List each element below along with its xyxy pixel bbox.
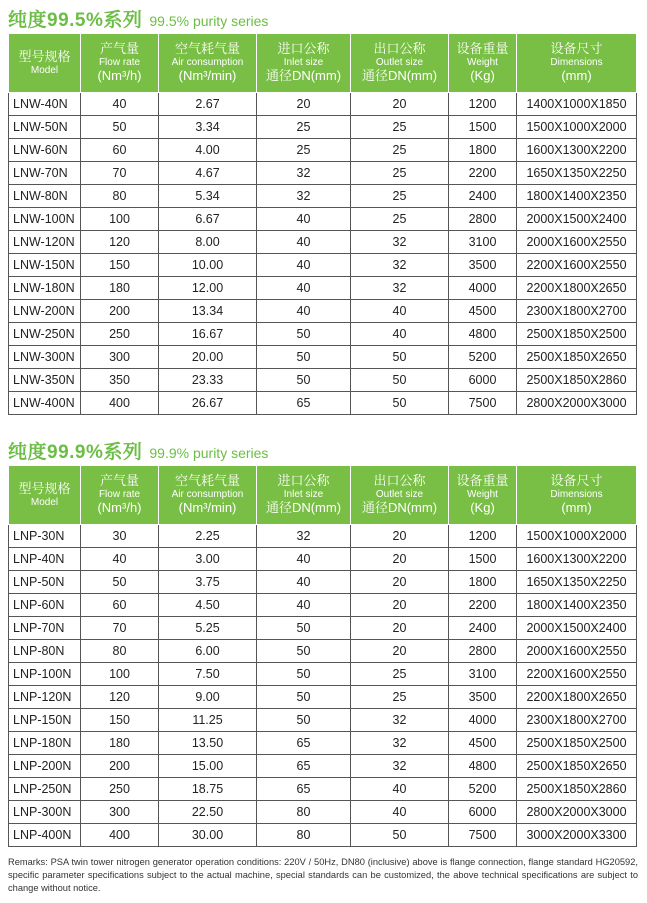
flow-rate-cell: 120 — [81, 231, 159, 254]
outlet-size-cell: 20 — [351, 571, 449, 594]
col-weight-header: 设备重量 Weight (Kg) — [449, 466, 517, 525]
flow-rate-cell: 80 — [81, 185, 159, 208]
outlet-size-cell: 25 — [351, 185, 449, 208]
flow-rate-cell: 350 — [81, 369, 159, 392]
weight-cell: 7500 — [449, 392, 517, 415]
inlet-size-cell: 32 — [257, 525, 351, 548]
air-consumption-cell: 23.33 — [159, 369, 257, 392]
air-consumption-cell: 8.00 — [159, 231, 257, 254]
table-row — [9, 254, 637, 277]
spec-table-99-9 — [8, 465, 637, 847]
col-weight-header: 设备重量 Weight (Kg) — [449, 34, 517, 93]
weight-cell: 7500 — [449, 824, 517, 847]
inlet-size-cell: 50 — [257, 663, 351, 686]
weight-cell: 2200 — [449, 594, 517, 617]
air-consumption-cell: 30.00 — [159, 824, 257, 847]
model-cell: LNP-150N — [9, 709, 81, 732]
table-row — [9, 369, 637, 392]
flow-rate-cell: 150 — [81, 254, 159, 277]
air-consumption-cell: 3.00 — [159, 548, 257, 571]
weight-cell: 2800 — [449, 640, 517, 663]
model-cell: LNW-70N — [9, 162, 81, 185]
weight-cell: 1500 — [449, 116, 517, 139]
inlet-size-cell: 80 — [257, 801, 351, 824]
air-consumption-cell: 2.67 — [159, 93, 257, 116]
outlet-size-cell: 20 — [351, 617, 449, 640]
flow-rate-cell: 250 — [81, 323, 159, 346]
flow-rate-cell: 120 — [81, 686, 159, 709]
flow-rate-cell: 80 — [81, 640, 159, 663]
inlet-size-cell: 50 — [257, 709, 351, 732]
flow-rate-cell: 200 — [81, 300, 159, 323]
table-row — [9, 346, 637, 369]
inlet-size-cell: 40 — [257, 571, 351, 594]
inlet-size-cell: 40 — [257, 300, 351, 323]
inlet-size-cell: 65 — [257, 392, 351, 415]
air-consumption-cell: 13.50 — [159, 732, 257, 755]
dimensions-cell: 1800X1400X2350 — [517, 594, 637, 617]
flow-rate-cell: 180 — [81, 732, 159, 755]
model-cell: LNP-40N — [9, 548, 81, 571]
weight-cell: 5200 — [449, 778, 517, 801]
dimensions-cell: 1600X1300X2200 — [517, 139, 637, 162]
air-consumption-cell: 4.00 — [159, 139, 257, 162]
dimensions-cell: 2500X1850X2500 — [517, 732, 637, 755]
weight-cell: 2400 — [449, 185, 517, 208]
table-row — [9, 801, 637, 824]
outlet-size-cell: 25 — [351, 162, 449, 185]
outlet-size-cell: 40 — [351, 323, 449, 346]
model-cell: LNP-60N — [9, 594, 81, 617]
dimensions-cell: 2300X1800X2700 — [517, 300, 637, 323]
dimensions-cell: 2200X1800X2650 — [517, 277, 637, 300]
air-consumption-cell: 6.00 — [159, 640, 257, 663]
dimensions-cell: 2200X1600X2550 — [517, 254, 637, 277]
table-row — [9, 571, 637, 594]
model-cell: LNP-50N — [9, 571, 81, 594]
weight-cell: 1200 — [449, 525, 517, 548]
dimensions-cell: 1400X1000X1850 — [517, 93, 637, 116]
dimensions-cell: 3000X2000X3300 — [517, 824, 637, 847]
air-consumption-cell: 2.25 — [159, 525, 257, 548]
table-row — [9, 116, 637, 139]
inlet-size-cell: 50 — [257, 346, 351, 369]
weight-cell: 3500 — [449, 686, 517, 709]
weight-cell: 4800 — [449, 323, 517, 346]
model-cell: LNW-60N — [9, 139, 81, 162]
section-1-title-en: 99.5% purity series — [149, 13, 269, 29]
table-row — [9, 162, 637, 185]
remarks-note: Remarks: PSA twin tower nitrogen generator operation conditions: 220V / 50Hz, DN80 (inclusive) above is flange connection, flange standard HG20592, specific parameter specifications subject to the actual machine, special standards can be customized, the above technical specifications are subject to change without notice. — [8, 857, 638, 893]
air-consumption-cell: 6.67 — [159, 208, 257, 231]
dimensions-cell: 2800X2000X3000 — [517, 801, 637, 824]
table-row — [9, 709, 637, 732]
weight-cell: 1200 — [449, 93, 517, 116]
dimensions-cell: 2500X1850X2860 — [517, 369, 637, 392]
outlet-size-cell: 25 — [351, 208, 449, 231]
table-header-row — [9, 466, 637, 525]
table-row — [9, 663, 637, 686]
dimensions-cell: 2800X2000X3000 — [517, 392, 637, 415]
weight-cell: 3100 — [449, 663, 517, 686]
air-consumption-cell: 3.75 — [159, 571, 257, 594]
weight-cell: 4500 — [449, 732, 517, 755]
dimensions-cell: 2000X1600X2550 — [517, 640, 637, 663]
dimensions-cell: 1500X1000X2000 — [517, 525, 637, 548]
flow-rate-cell: 40 — [81, 548, 159, 571]
dimensions-cell: 1500X1000X2000 — [517, 116, 637, 139]
dimensions-cell: 2000X1500X2400 — [517, 617, 637, 640]
model-cell: LNP-200N — [9, 755, 81, 778]
col-model-header: 型号规格 Model — [9, 34, 81, 93]
flow-rate-cell: 70 — [81, 617, 159, 640]
outlet-size-cell: 32 — [351, 755, 449, 778]
air-consumption-cell: 5.25 — [159, 617, 257, 640]
inlet-size-cell: 25 — [257, 116, 351, 139]
dimensions-cell: 1600X1300X2200 — [517, 548, 637, 571]
model-cell: LNP-100N — [9, 663, 81, 686]
model-cell: LNW-180N — [9, 277, 81, 300]
air-consumption-cell: 7.50 — [159, 663, 257, 686]
model-cell: LNW-200N — [9, 300, 81, 323]
weight-cell: 6000 — [449, 369, 517, 392]
weight-cell: 3100 — [449, 231, 517, 254]
model-cell: LNW-300N — [9, 346, 81, 369]
inlet-size-cell: 50 — [257, 617, 351, 640]
outlet-size-cell: 32 — [351, 254, 449, 277]
col-outlet-header: 出口公称 Outlet size 通径DN(mm) — [351, 466, 449, 525]
outlet-size-cell: 32 — [351, 732, 449, 755]
table-row — [9, 640, 637, 663]
flow-rate-cell: 100 — [81, 663, 159, 686]
table-body-99-5 — [9, 93, 637, 415]
air-consumption-cell: 5.34 — [159, 185, 257, 208]
outlet-size-cell: 25 — [351, 139, 449, 162]
model-cell: LNW-120N — [9, 231, 81, 254]
inlet-size-cell: 40 — [257, 208, 351, 231]
flow-rate-cell: 180 — [81, 277, 159, 300]
inlet-size-cell: 50 — [257, 323, 351, 346]
outlet-size-cell: 25 — [351, 686, 449, 709]
outlet-size-cell: 20 — [351, 548, 449, 571]
col-air-header: 空气耗气量 Air consumption (Nm³/min) — [159, 466, 257, 525]
outlet-size-cell: 40 — [351, 300, 449, 323]
outlet-size-cell: 20 — [351, 93, 449, 116]
flow-rate-cell: 100 — [81, 208, 159, 231]
outlet-size-cell: 50 — [351, 369, 449, 392]
outlet-size-cell: 50 — [351, 346, 449, 369]
air-consumption-cell: 26.67 — [159, 392, 257, 415]
dimensions-cell: 2500X1850X2860 — [517, 778, 637, 801]
table-row — [9, 617, 637, 640]
air-consumption-cell: 9.00 — [159, 686, 257, 709]
dimensions-cell: 2500X1850X2650 — [517, 346, 637, 369]
dimensions-cell: 2000X1500X2400 — [517, 208, 637, 231]
dimensions-cell: 2200X1800X2650 — [517, 686, 637, 709]
table-body-99-9 — [9, 525, 637, 847]
weight-cell: 1500 — [449, 548, 517, 571]
outlet-size-cell: 20 — [351, 640, 449, 663]
table-row — [9, 231, 637, 254]
inlet-size-cell: 32 — [257, 162, 351, 185]
dimensions-cell: 2000X1600X2550 — [517, 231, 637, 254]
col-flow-header: 产气量 Flow rate (Nm³/h) — [81, 34, 159, 93]
weight-cell: 1800 — [449, 571, 517, 594]
flow-rate-cell: 70 — [81, 162, 159, 185]
weight-cell: 4000 — [449, 709, 517, 732]
table-row — [9, 139, 637, 162]
flow-rate-cell: 150 — [81, 709, 159, 732]
section-2-title-en: 99.9% purity series — [149, 445, 269, 461]
dimensions-cell: 2300X1800X2700 — [517, 709, 637, 732]
col-dims-header: 设备尺寸 Dimensions (mm) — [517, 34, 637, 93]
table-row — [9, 548, 637, 571]
inlet-size-cell: 25 — [257, 139, 351, 162]
weight-cell: 3500 — [449, 254, 517, 277]
section-2-title-cn: 纯度99.9%系列 — [8, 442, 143, 463]
outlet-size-cell: 32 — [351, 277, 449, 300]
inlet-size-cell: 40 — [257, 231, 351, 254]
table-row — [9, 755, 637, 778]
air-consumption-cell: 12.00 — [159, 277, 257, 300]
outlet-size-cell: 50 — [351, 392, 449, 415]
section-2-title — [8, 437, 268, 461]
flow-rate-cell: 60 — [81, 139, 159, 162]
weight-cell: 4000 — [449, 277, 517, 300]
inlet-size-cell: 50 — [257, 369, 351, 392]
air-consumption-cell: 11.25 — [159, 709, 257, 732]
outlet-size-cell: 25 — [351, 116, 449, 139]
air-consumption-cell: 20.00 — [159, 346, 257, 369]
dimensions-cell: 2200X1600X2550 — [517, 663, 637, 686]
outlet-size-cell: 40 — [351, 778, 449, 801]
col-outlet-header: 出口公称 Outlet size 通径DN(mm) — [351, 34, 449, 93]
model-cell: LNP-120N — [9, 686, 81, 709]
table-row — [9, 525, 637, 548]
inlet-size-cell: 40 — [257, 254, 351, 277]
flow-rate-cell: 300 — [81, 801, 159, 824]
model-cell: LNW-50N — [9, 116, 81, 139]
col-flow-header: 产气量 Flow rate (Nm³/h) — [81, 466, 159, 525]
weight-cell: 6000 — [449, 801, 517, 824]
model-cell: LNW-150N — [9, 254, 81, 277]
inlet-size-cell: 65 — [257, 778, 351, 801]
outlet-size-cell: 20 — [351, 525, 449, 548]
outlet-size-cell: 32 — [351, 231, 449, 254]
table-row — [9, 185, 637, 208]
air-consumption-cell: 18.75 — [159, 778, 257, 801]
flow-rate-cell: 300 — [81, 346, 159, 369]
flow-rate-cell: 30 — [81, 525, 159, 548]
model-cell: LNW-250N — [9, 323, 81, 346]
air-consumption-cell: 4.67 — [159, 162, 257, 185]
table-row — [9, 93, 637, 116]
flow-rate-cell: 250 — [81, 778, 159, 801]
air-consumption-cell: 3.34 — [159, 116, 257, 139]
outlet-size-cell: 50 — [351, 824, 449, 847]
outlet-size-cell: 32 — [351, 709, 449, 732]
weight-cell: 2400 — [449, 617, 517, 640]
air-consumption-cell: 13.34 — [159, 300, 257, 323]
model-cell: LNW-350N — [9, 369, 81, 392]
col-model-header: 型号规格 Model — [9, 466, 81, 525]
weight-cell: 1800 — [449, 139, 517, 162]
model-cell: LNP-400N — [9, 824, 81, 847]
air-consumption-cell: 4.50 — [159, 594, 257, 617]
table-row — [9, 277, 637, 300]
model-cell: LNP-30N — [9, 525, 81, 548]
inlet-size-cell: 50 — [257, 640, 351, 663]
model-cell: LNP-70N — [9, 617, 81, 640]
inlet-size-cell: 65 — [257, 732, 351, 755]
dimensions-cell: 1650X1350X2250 — [517, 162, 637, 185]
weight-cell: 5200 — [449, 346, 517, 369]
inlet-size-cell: 50 — [257, 686, 351, 709]
dimensions-cell: 1800X1400X2350 — [517, 185, 637, 208]
model-cell: LNP-250N — [9, 778, 81, 801]
air-consumption-cell: 10.00 — [159, 254, 257, 277]
inlet-size-cell: 40 — [257, 548, 351, 571]
flow-rate-cell: 200 — [81, 755, 159, 778]
model-cell: LNW-40N — [9, 93, 81, 116]
model-cell: LNW-400N — [9, 392, 81, 415]
air-consumption-cell: 22.50 — [159, 801, 257, 824]
outlet-size-cell: 20 — [351, 594, 449, 617]
table-row — [9, 392, 637, 415]
flow-rate-cell: 400 — [81, 392, 159, 415]
air-consumption-cell: 15.00 — [159, 755, 257, 778]
spec-table-99-5 — [8, 33, 637, 415]
table-row — [9, 208, 637, 231]
dimensions-cell: 2500X1850X2500 — [517, 323, 637, 346]
inlet-size-cell: 40 — [257, 594, 351, 617]
inlet-size-cell: 40 — [257, 277, 351, 300]
col-inlet-header: 进口公称 Inlet size 通径DN(mm) — [257, 466, 351, 525]
dimensions-cell: 2500X1850X2650 — [517, 755, 637, 778]
air-consumption-cell: 16.67 — [159, 323, 257, 346]
model-cell: LNP-80N — [9, 640, 81, 663]
table-row — [9, 323, 637, 346]
weight-cell: 4800 — [449, 755, 517, 778]
model-cell: LNW-100N — [9, 208, 81, 231]
table-row — [9, 732, 637, 755]
flow-rate-cell: 40 — [81, 93, 159, 116]
weight-cell: 2800 — [449, 208, 517, 231]
section-1-title — [8, 5, 268, 29]
inlet-size-cell: 80 — [257, 824, 351, 847]
table-row — [9, 778, 637, 801]
outlet-size-cell: 25 — [351, 663, 449, 686]
model-cell: LNP-300N — [9, 801, 81, 824]
model-cell: LNW-80N — [9, 185, 81, 208]
inlet-size-cell: 20 — [257, 93, 351, 116]
table-row — [9, 824, 637, 847]
weight-cell: 2200 — [449, 162, 517, 185]
col-dims-header: 设备尺寸 Dimensions (mm) — [517, 466, 637, 525]
section-1-title-cn: 纯度99.5%系列 — [8, 10, 143, 31]
table-header-row — [9, 34, 637, 93]
dimensions-cell: 1650X1350X2250 — [517, 571, 637, 594]
flow-rate-cell: 60 — [81, 594, 159, 617]
model-cell: LNP-180N — [9, 732, 81, 755]
table-row — [9, 594, 637, 617]
flow-rate-cell: 400 — [81, 824, 159, 847]
outlet-size-cell: 40 — [351, 801, 449, 824]
flow-rate-cell: 50 — [81, 116, 159, 139]
table-row — [9, 686, 637, 709]
table-row — [9, 300, 637, 323]
inlet-size-cell: 32 — [257, 185, 351, 208]
inlet-size-cell: 65 — [257, 755, 351, 778]
weight-cell: 4500 — [449, 300, 517, 323]
col-air-header: 空气耗气量 Air consumption (Nm³/min) — [159, 34, 257, 93]
flow-rate-cell: 50 — [81, 571, 159, 594]
col-inlet-header: 进口公称 Inlet size 通径DN(mm) — [257, 34, 351, 93]
